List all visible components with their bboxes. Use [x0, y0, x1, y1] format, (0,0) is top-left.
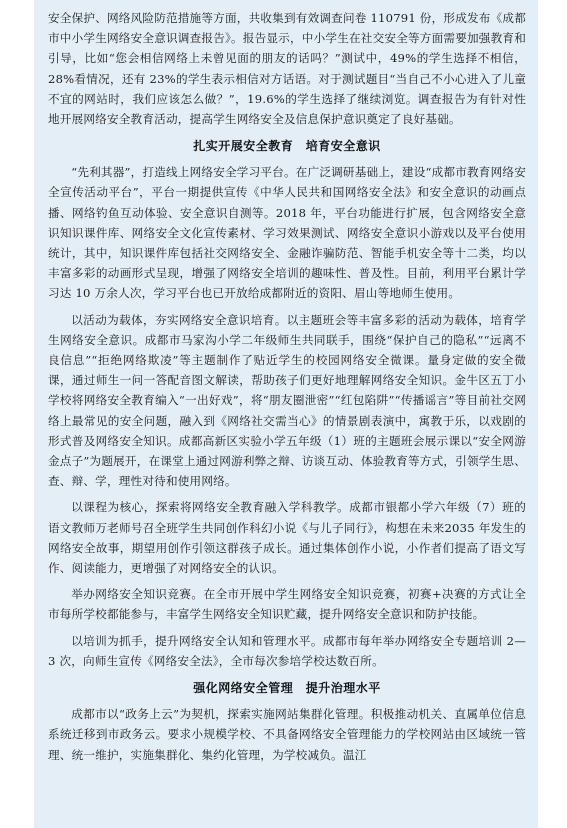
- paragraph: 举办网络安全知识竞赛。在全市开展中学生网络安全知识竞赛，初赛+决赛的方式让全市每所学校都能参与，丰富学生网络安全知识贮藏，提升网络安全意识和防护技能。: [48, 587, 526, 622]
- paragraph: 安全保护、网络风险防范措施等方面，共收集到有效调查问卷 110791 份，形成发布《成都市中小学生网络安全意识调查报告》。报告显示，中小学生在社交安全等方面需要加强教育和引导，比如“您会相信网络上未曾见面的朋友的话吗？”测试中，49%的学生选择不相信，28%看情况，还有 23%的学生表示相信对方话语。对于测试题目“当自己不小心进入了儿童不宜的网站时，我们应该怎么做？”，19.6%的学生选择了继续浏览。调查报告为有针对性地开展网络安全教育活动，提高学生网络安全及信息保护意识奠定了良好基础。: [48, 11, 526, 127]
- paragraph: 以培训为抓手，提升网络安全认知和管理水平。成都市每年举办网络安全专题培训 2—3 次，向师生宣传《网络安全法》，全市每次参培学校达数百所。: [48, 633, 526, 668]
- paragraph: “先利其器”，打造线上网络安全学习平台。在广泛调研基础上，建设“成都市教育网络安全宣传活动平台”，平台一期提供宣传《中华人民共和国网络安全法》和安全意识的动画点播、网络钓鱼互动体验、安全意识自测等。2018 年，平台功能进行扩展，包含网络安全意识知识课件库、网络安全文化宣传素材、学习效果测试、网络安全意识小游戏以及平台使用统计，其中，知识课件库包括社交网络安全、金融诈骗防范、智能手机安全等十二类，均以丰富多彩的动画形式呈现，增强了网络安全培训的趣味性、普及性。目前，利用平台累计学习达 10 万余人次，学习平台也已开放给成都附近的资阳、眉山等地师生使用。: [48, 165, 526, 301]
- paragraph: 以活动为载体，夯实网络安全意识培育。以主题班会等丰富多彩的活动为载体，培育学生网络安全意识。成都市马家沟小学二年级师生共同联手，围绕“保护自己的隐私”“远离不良信息”“拒绝网络欺凌”等主题制作了贴近学生的校园网络安全微课。量身定做的安全微课，通过师生一问一答配音图文解读，帮助孩子们更好地理解网络安全知识。金牛区五丁小学校将网络安全教育编入“一出好戏”，将“朋友圈泄密”“红包陷阱”“传播谣言”等目前社交网络上最常见的安全问题，融入到《网络社交需当心》的情景剧表演中，寓教于乐，以戏剧的形式普及网络安全知识。成都高新区实验小学五年级（1）班的主题班会展示课以“安全网游金点子”为题展开，在课堂上通过网游利弊之辩、访谈互动、体验教育等方式，引领学生思、查、辩、学，理性对待和使用网络。: [48, 312, 526, 489]
- paragraph: 以课程为核心，探索将网络安全教育融入学科教学。成都市银都小学六年级（7）班的语文教师万老师号召全班学生共同创作科幻小说《与儿子同行》，构想在未来2035 年发生的网络安全故事，期望用创作引领这群孩子成长。通过集体创作小说，小作者们提高了语文写作、阅读能力，更增强了对网络安全的认识。: [48, 500, 526, 576]
- paragraph: 成都市以“政务上云”为契机，探索实施网站集群化管理。积极推动机关、直属单位信息系统迁移到市政务云。要求小规模学校、不具备网络安全管理能力的学校网站由区域统一管理、统一维护，实施集群化、集约化管理，为学校减负。温江: [48, 707, 526, 762]
- document-page: [34, 0, 538, 828]
- section-heading: 扎实开展安全教育 培育安全意识: [193, 139, 381, 154]
- section-heading: 强化网络安全管理 提升治理水平: [193, 681, 381, 696]
